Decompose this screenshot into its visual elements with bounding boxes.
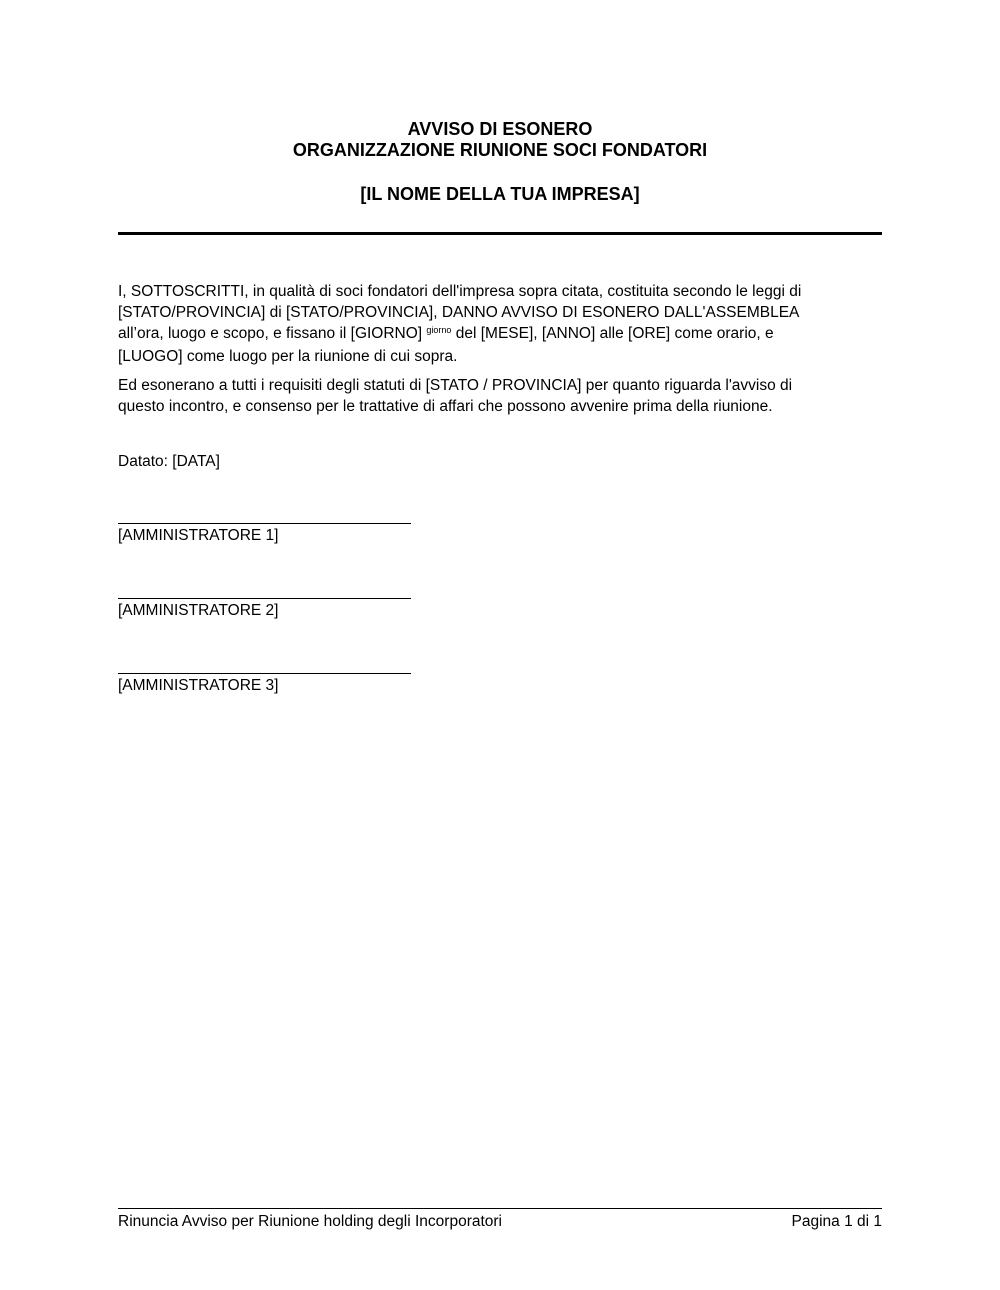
header-divider (118, 232, 882, 235)
paragraph-2-line-1: Ed esonerano a tutti i requisiti degli statuti di [STATO / PROVINCIA] per quanto riguarda l'avviso di (118, 377, 793, 394)
signature-label: [AMMINISTRATORE 2] (118, 602, 279, 619)
paragraph-1-line-3-end: del [MESE], [ANNO] alle [ORE] come orario, e (451, 325, 774, 342)
ordinal-superscript: giorno (426, 325, 452, 335)
dated-line: Datato: [DATA] (118, 453, 220, 470)
paragraph-1-line-4: [LUOGO] come luogo per la riunione di cui sopra. (118, 348, 458, 365)
signature-line (118, 673, 411, 674)
page-footer (118, 1212, 882, 1232)
document-title: AVVISO DI ESONERO (407, 119, 593, 139)
footer-divider (118, 1208, 882, 1209)
signature-block-2 (118, 598, 411, 621)
paragraph-1-line-3-start: all’ora, luogo e scopo, e fissano il [GIORNO] (118, 325, 427, 342)
signature-line (118, 523, 411, 524)
paragraph-1-line-3 (118, 323, 882, 346)
footer-document-name: Rinuncia Avviso per Riunione holding degli Incorporatori (118, 1213, 503, 1230)
document-header (118, 119, 882, 205)
paragraph-1-line-1: I, SOTTOSCRITTI, in qualità di soci fondatori dell'impresa sopra citata, costituita secondo le leggi di (118, 283, 802, 300)
body-paragraph-2 (118, 375, 882, 417)
paragraph-1-line-2: [STATO/PROVINCIA] di [STATO/PROVINCIA], DANNO AVVISO DI ESONERO DALL'ASSEMBLEA (118, 304, 800, 321)
signature-block-1 (118, 523, 411, 546)
signature-block-3 (118, 673, 411, 696)
document-subtitle: ORGANIZZAZIONE RIUNIONE SOCI FONDATORI (292, 140, 708, 160)
signature-line (118, 598, 411, 599)
company-name-placeholder: [IL NOME DELLA TUA IMPRESA] (360, 184, 640, 204)
signature-label: [AMMINISTRATORE 3] (118, 677, 279, 694)
body-paragraph-1 (118, 281, 882, 367)
footer-page-number: Pagina 1 di 1 (791, 1213, 882, 1230)
signature-label: [AMMINISTRATORE 1] (118, 527, 279, 544)
paragraph-2-line-2: questo incontro, e consenso per le trattative di affari che possono avvenire prima della riunione. (118, 398, 773, 415)
